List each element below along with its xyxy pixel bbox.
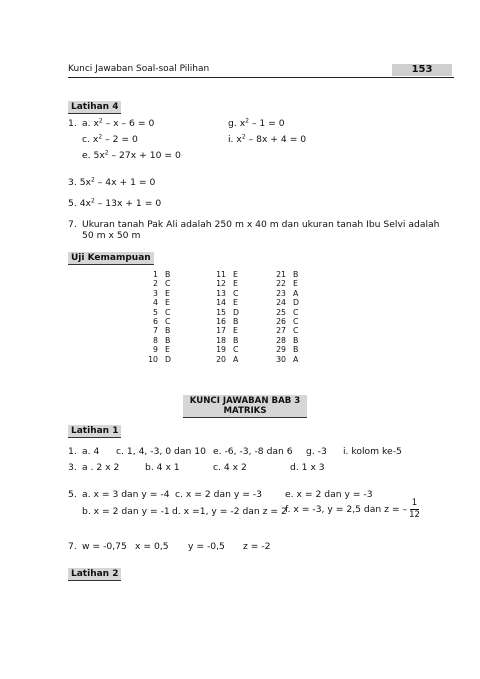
question-number: 4 [153,298,158,308]
question-number: 18 [216,335,226,345]
question-number: 5 [153,307,158,317]
answer-letter: C [293,317,299,327]
l1-q1e: e. -6, -3, -8 dan 6 [213,446,293,457]
answer-letter: E [293,279,298,289]
answer-key-row [144,298,179,307]
answer-key-row [144,326,179,335]
l1-q1a: a. 4 [82,446,100,457]
answer-letter: D [293,298,300,308]
answer-key-row [272,308,307,317]
l1-q3c: c. 4 x 2 [213,462,247,473]
answer-key-row [212,308,247,317]
question-number: 20 [216,354,226,364]
answer-letter: B [165,270,171,279]
answer-key-row [272,270,307,279]
answer-key-row [144,355,179,364]
answer-letter: B [165,335,171,345]
answer-key-row [272,289,307,298]
l1-q5f [285,498,420,521]
chapter-heading [183,395,307,418]
l1-q3a: a . 2 x 2 [82,462,120,473]
answer-key-row [272,336,307,345]
answer-key-row [212,298,247,307]
l4-q1i: i. $x^2 - 8x + 4 = 0$ [228,133,307,145]
question-number: 2 [153,279,158,289]
fraction-denominator: 12 [409,510,420,520]
question-number: 28 [276,335,286,345]
l4-q1c: c. $x^2 - 2 = 0$ [82,133,138,145]
question-number: 29 [276,345,286,355]
question-number: 23 [276,288,286,298]
answer-key-row [272,326,307,335]
answer-key-row [212,345,247,354]
answer-key-row [212,270,247,279]
question-number: 6 [153,317,158,327]
section-heading-latihan-1: Latihan 1 [68,425,121,438]
answer-key-row [272,345,307,354]
answer-key-column-1 [144,270,179,364]
answer-letter: A [293,288,299,298]
answer-key-row [272,279,307,288]
answer-key-column-2 [212,270,247,364]
question-number: 11 [216,270,226,279]
question-number: 21 [276,270,286,279]
question-number: 26 [276,317,286,327]
answer-key-row [144,270,179,279]
answer-letter: D [165,354,172,364]
answer-letter: E [165,288,170,298]
answer-key-row [144,289,179,298]
answer-letter: B [233,317,239,327]
l4-q1e: e. $5x^2 - 27x + 10 = 0$ [82,149,181,161]
answer-letter: C [293,326,299,336]
answer-letter: D [233,307,240,317]
question-number: 10 [148,354,158,364]
answer-letter: E [233,270,238,279]
running-header: Kunci Jawaban Soal-soal Pilihan [68,64,210,74]
l1-q5c: c. x = 2 dan y = -3 [175,489,262,500]
answer-letter: B [293,345,299,355]
answer-key-row [144,317,179,326]
answer-letter: C [165,307,171,317]
l4-q7-line2: 50 m x 50 m [82,230,141,241]
section-heading-uji-kemampuan: Uji Kemampuan [68,252,154,265]
answer-letter: C [293,307,299,317]
question-number: 17 [216,326,226,336]
l4-q7-number: 7. [68,219,77,230]
l1-q7-z: z = -2 [243,541,271,552]
answer-key-row [212,279,247,288]
l1-q1c: c. 1, 4, -3, 0 dan 10 [116,446,206,457]
question-number: 13 [216,288,226,298]
l1-q7-x: x = 0,5 [135,541,169,552]
question-number: 1 [153,270,158,279]
answer-key-row [144,336,179,345]
l1-q5d: d. x =1, y = -2 dan z = 2 [172,506,287,517]
answer-letter: A [233,354,239,364]
fraction-numerator: 1 [411,498,418,508]
question-number: 15 [216,307,226,317]
l1-q7-y: y = -0,5 [188,541,225,552]
l1-q3-number: 3. [68,462,77,473]
page-number: 153 [392,64,452,76]
answer-letter: C [165,317,171,327]
answer-letter: B [293,335,299,345]
question-number: 25 [276,307,286,317]
chapter-title: KUNCI JAWABAN BAB 3 [189,396,301,406]
chapter-subtitle: MATRIKS [223,406,267,416]
answer-key-row [212,326,247,335]
l4-q7-line1: Ukuran tanah Pak Ali adalah 250 m x 40 m dan ukuran tanah Ibu Selvi adalah [82,219,440,230]
l4-q1-number: 1. [68,118,77,129]
question-number: 14 [216,298,226,308]
answer-letter: E [165,298,170,308]
l4-q3: 3. $5x^2 - 4x + 1 = 0$ [68,176,156,188]
answer-key-row [144,345,179,354]
answer-key-row [212,336,247,345]
l1-q1i: i. kolom ke-5 [343,446,402,457]
question-number: 9 [153,345,158,355]
header-rule [68,77,454,78]
answer-letter: E [165,345,170,355]
answer-key-row [212,317,247,326]
answer-letter: C [233,288,239,298]
answer-letter: E [233,298,238,308]
answer-letter: E [233,326,238,336]
question-number: 12 [216,279,226,289]
question-number: 22 [276,279,286,289]
section-heading-latihan-2: Latihan 2 [68,568,121,581]
question-number: 19 [216,345,226,355]
l1-q1-number: 1. [68,446,77,457]
l4-q1g: g. $x^2 - 1 = 0$ [228,117,285,129]
answer-key-row [272,317,307,326]
answer-key-row [144,308,179,317]
l1-q3d: d. 1 x 3 [290,462,325,473]
answer-key-column-3 [272,270,307,364]
l1-q5b: b. x = 2 dan y = -1 [82,506,170,517]
l4-q1a: a. $x^2 - x - 6 = 0$ [82,117,155,129]
section-heading-latihan-4: Latihan 4 [68,101,121,114]
answer-letter: C [165,279,171,289]
answer-letter: C [233,345,239,355]
question-number: 3 [153,288,158,298]
answer-key-row [272,355,307,364]
l1-q1g: g. -3 [306,446,327,457]
l1-q5f-text: f. x = -3, y = 2,5 dan z = – [285,503,408,515]
l1-q3b: b. 4 x 1 [145,462,180,473]
question-number: 24 [276,298,286,308]
answer-key-row [212,289,247,298]
l4-q5: 5. $4x^2 - 13x + 1 = 0$ [68,197,162,209]
fraction [409,498,420,521]
l1-q5e: e. x = 2 dan y = -3 [285,489,373,500]
answer-letter: B [165,326,171,336]
answer-letter: A [293,354,299,364]
answer-letter: E [233,279,238,289]
l1-q5a: a. x = 3 dan y = -4 [82,489,170,500]
l1-q7-number: 7. [68,541,77,552]
question-number: 7 [153,326,158,336]
question-number: 30 [276,354,286,364]
answer-letter: B [233,335,239,345]
l1-q7-w: w = -0,75 [82,541,127,552]
question-number: 8 [153,335,158,345]
question-number: 27 [276,326,286,336]
answer-key-row [272,298,307,307]
answer-key-row [212,355,247,364]
answer-key-row [144,279,179,288]
l1-q5-number: 5. [68,489,77,500]
question-number: 16 [216,317,226,327]
answer-letter: B [293,270,299,279]
